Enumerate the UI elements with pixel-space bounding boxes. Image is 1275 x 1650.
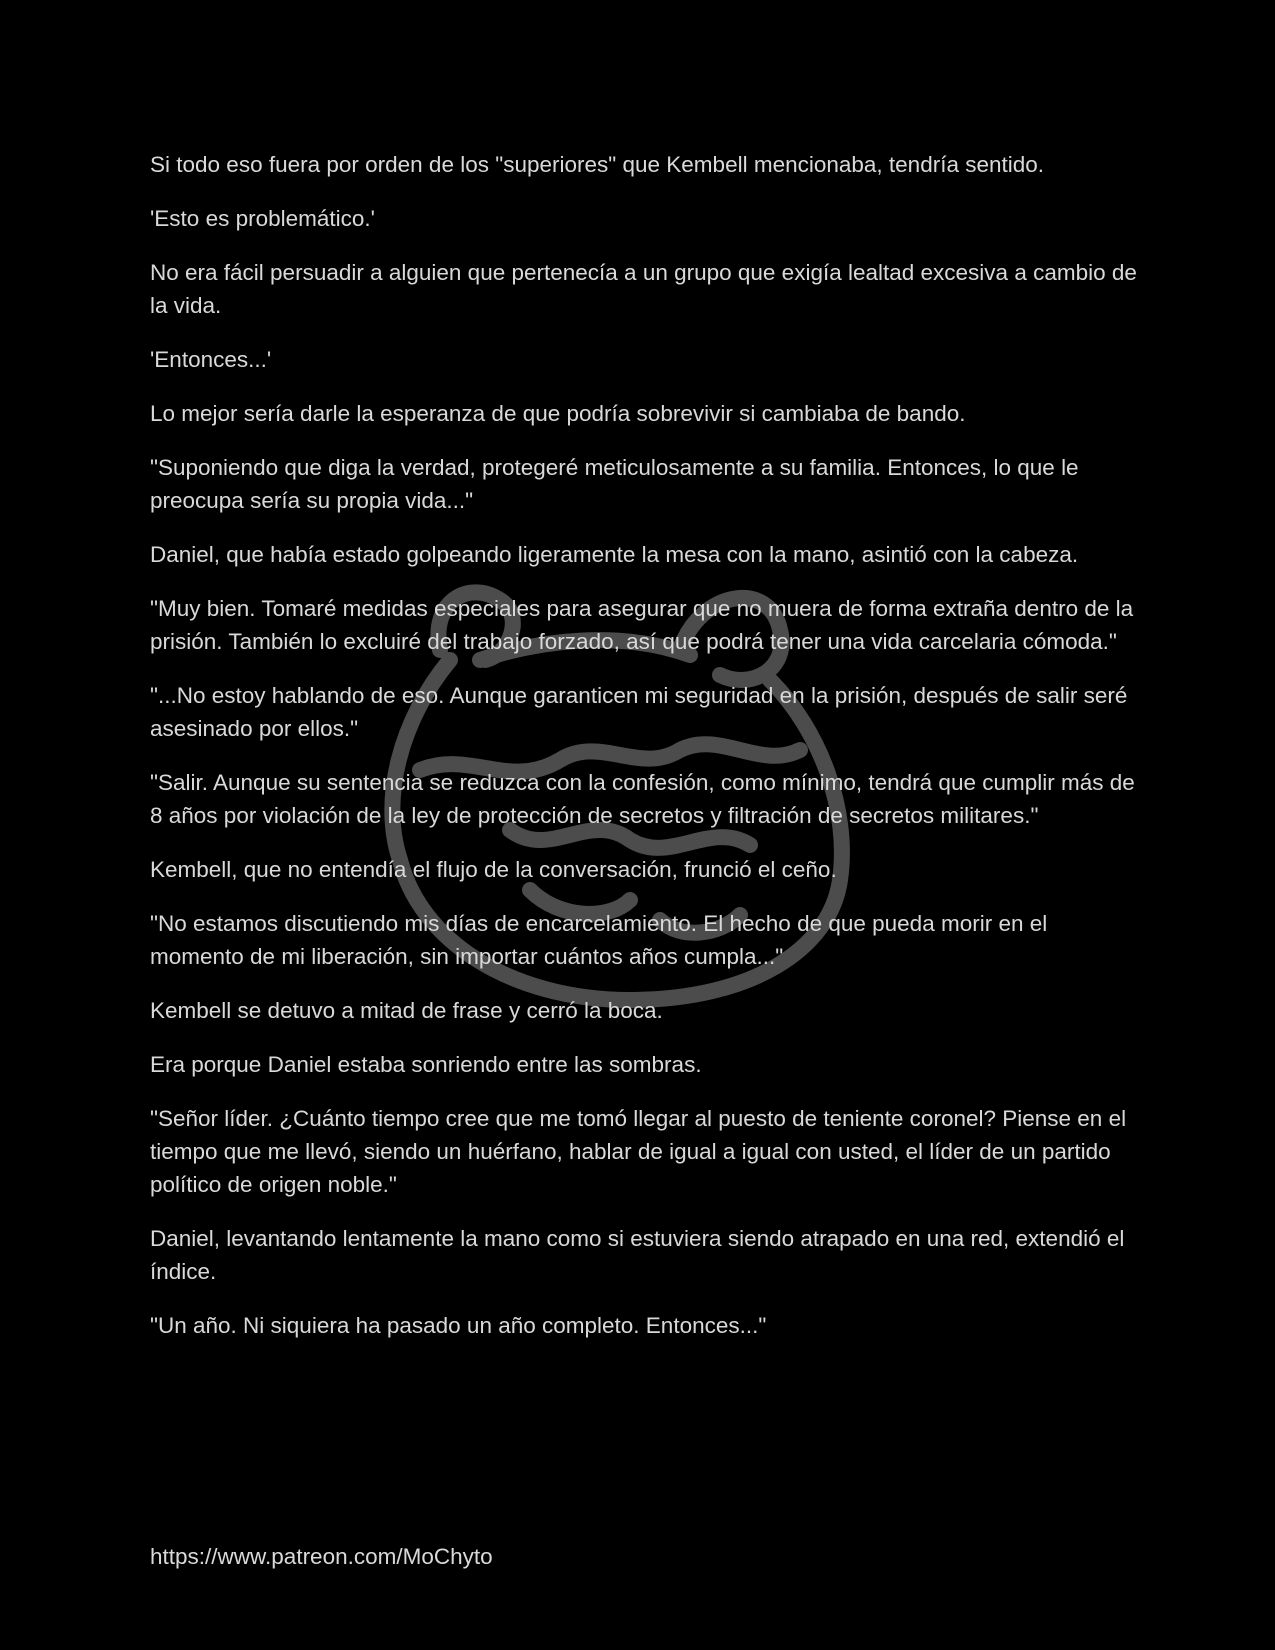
paragraph: "Salir. Aunque su sentencia se reduzca con la confesión, como mínimo, tendrá que cumplir más de 8 años por violación de la ley de protección de secretos y filtración de secretos militares." [150, 770, 1135, 828]
paragraph: Era porque Daniel estaba sonriendo entre las sombras. [150, 1052, 702, 1077]
paragraph: "...No estoy hablando de eso. Aunque garanticen mi seguridad en la prisión, después de salir seré asesinado por ellos." [150, 683, 1128, 741]
paragraph: Kembell se detuvo a mitad de frase y cerró la boca. [150, 998, 663, 1023]
paragraph: "Suponiendo que diga la verdad, protegeré meticulosamente a su familia. Entonces, lo que le preocupa sería su propia vida..." [150, 455, 1079, 513]
paragraph: Lo mejor sería darle la esperanza de que podría sobrevivir si cambiaba de bando. [150, 401, 966, 426]
paragraph: "No estamos discutiendo mis días de encarcelamiento. El hecho de que pueda morir en el momento de mi liberación, sin importar cuántos años cumpla..." [150, 911, 1048, 969]
paragraph: 'Esto es problemático.' [150, 206, 375, 231]
story-text [150, 148, 1140, 1363]
paragraph: Daniel, levantando lentamente la mano como si estuviera siendo atrapado en una red, extendió el índice. [150, 1226, 1125, 1284]
paragraph: "Señor líder. ¿Cuánto tiempo cree que me tomó llegar al puesto de teniente coronel? Piense en el tiempo que me llevó, siendo un huérfano, hablar de igual a igual con usted, el líder de un partido político de origen noble." [150, 1106, 1127, 1197]
paragraph: "Un año. Ni siquiera ha pasado un año completo. Entonces..." [150, 1313, 767, 1338]
patreon-link[interactable]: https://www.patreon.com/MoChyto [150, 1544, 493, 1569]
paragraph: Daniel, que había estado golpeando ligeramente la mesa con la mano, asintió con la cabeza. [150, 542, 1079, 567]
paragraph: Kembell, que no entendía el flujo de la conversación, frunció el ceño. [150, 857, 837, 882]
paragraph: "Muy bien. Tomaré medidas especiales para asegurar que no muera de forma extraña dentro de la prisión. También lo excluiré del trabajo forzado, así que podrá tener una vida carcelaria cómoda." [150, 596, 1134, 654]
paragraph: 'Entonces...' [150, 347, 272, 372]
paragraph: No era fácil persuadir a alguien que pertenecía a un grupo que exigía lealtad excesiva a cambio de la vida. [150, 260, 1137, 318]
paragraph: Si todo eso fuera por orden de los "superiores" que Kembell mencionaba, tendría sentido. [150, 152, 1045, 177]
